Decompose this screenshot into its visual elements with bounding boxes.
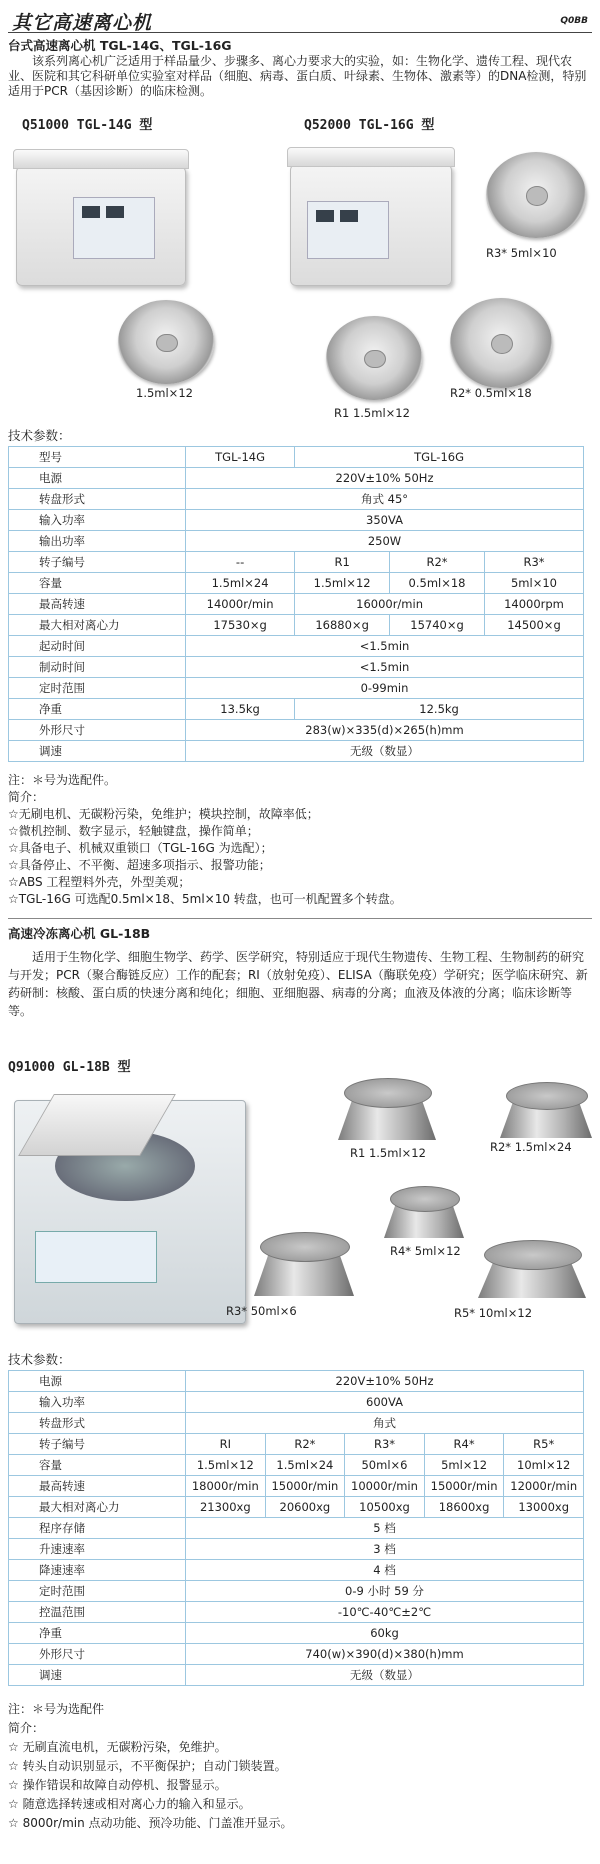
refrig-section	[8, 924, 592, 1020]
table-row	[9, 573, 584, 594]
table-row	[9, 1434, 584, 1455]
table-row	[9, 468, 584, 489]
row-label: 净重	[9, 699, 186, 720]
spec2-note: 注：＊号为选配件	[8, 1702, 105, 1716]
table-row	[9, 741, 584, 762]
row-label: 输入功率	[9, 1392, 186, 1413]
cell: 14000rpm	[484, 594, 583, 615]
cell: R3*	[345, 1434, 425, 1455]
table-row	[9, 1518, 584, 1539]
table-row	[9, 447, 584, 468]
section-divider	[8, 918, 592, 919]
cell: 无级（数显）	[186, 741, 584, 762]
cell: 740(w)×390(d)×380(h)mm	[186, 1644, 584, 1665]
tgl14g-rotor-image	[118, 300, 214, 384]
row-label: 外形尺寸	[9, 1644, 186, 1665]
tabletop-description: 该系列离心机广泛适用于样品量少、步骤多、离心力要求大的实验，如：生物化学、遗传工程、现代农业、医院和其它科研单位实验室对样品（细胞、病毒、蛋白质、叶绿素、生物体、激素等）的DNA检测，特别适用于PCR（基因诊断）的临床检测。	[8, 54, 587, 98]
row-label: 转子编号	[9, 552, 186, 573]
table-row	[9, 1371, 584, 1392]
feature-item: ☆TGL-16G 可选配0.5ml×18、5ml×10 转盘，也可一机配置多个转盘。	[8, 892, 402, 906]
row-label: 转盘形式	[9, 489, 186, 510]
cell: RI	[186, 1434, 266, 1455]
cell: 1.5ml×24	[186, 573, 295, 594]
cell: R3*	[484, 552, 583, 573]
table-row	[9, 678, 584, 699]
spec2-notes	[8, 1700, 592, 1833]
feature-item: ☆无刷电机、无碳粉污染，免维护；模块控制，故障率低；	[8, 807, 319, 821]
spec2-title: 技术参数：	[8, 1352, 71, 1367]
rotor-r1-cone-top	[344, 1078, 432, 1108]
rotor-r3-image	[486, 152, 586, 238]
row-label: 转盘形式	[9, 1413, 186, 1434]
rotor-r2-cone-top	[506, 1082, 588, 1110]
rotor-r4-cone-top	[390, 1186, 460, 1212]
cell: 50ml×6	[345, 1455, 425, 1476]
cell: 12000r/min	[504, 1476, 584, 1497]
gl18b-panel	[35, 1231, 157, 1283]
cell: 18600xg	[424, 1497, 504, 1518]
cell: 21300xg	[186, 1497, 266, 1518]
tabletop-section	[8, 36, 592, 99]
cell: 10500xg	[345, 1497, 425, 1518]
gl18b-r2-caption: R2* 1.5ml×24	[490, 1140, 572, 1154]
row-label: 升速速率	[9, 1539, 186, 1560]
row-label: 定时范围	[9, 1581, 186, 1602]
table-row	[9, 1581, 584, 1602]
cell: 角式	[186, 1413, 584, 1434]
cell: 1.5ml×12	[295, 573, 390, 594]
tgl16g-centrifuge-image	[290, 164, 452, 286]
gl18b-r1-caption: R1 1.5ml×12	[350, 1146, 426, 1160]
row-label: 净重	[9, 1623, 186, 1644]
cell: 0.5ml×18	[390, 573, 485, 594]
cell: R2*	[265, 1434, 345, 1455]
cell: R1	[295, 552, 390, 573]
cell: <1.5min	[186, 657, 584, 678]
feature-item: ☆ 随意选择转速或相对离心力的输入和显示。	[8, 1797, 251, 1811]
row-label: 型号	[9, 447, 186, 468]
spec1-title: 技术参数：	[8, 428, 71, 443]
cell: 15740×g	[390, 615, 485, 636]
cell: 5 档	[186, 1518, 584, 1539]
table-row	[9, 531, 584, 552]
spec1-notes	[8, 772, 592, 908]
row-label: 降速速率	[9, 1560, 186, 1581]
rotor-r2-caption: R2* 0.5ml×18	[450, 386, 532, 400]
tabletop-heading: 台式高速离心机 TGL-14G、TGL-16G	[8, 38, 232, 53]
cell: 220V±10% 50Hz	[186, 468, 584, 489]
cell: 60kg	[186, 1623, 584, 1644]
cell: 220V±10% 50Hz	[186, 1371, 584, 1392]
row-label: 转子编号	[9, 1434, 186, 1455]
row-label: 电源	[9, 468, 186, 489]
gl18b-r5-caption: R5* 10ml×12	[454, 1306, 533, 1320]
spec2-table	[8, 1370, 584, 1686]
feature-item: ☆ 转头自动识别显示，不平衡保护；自动门锁装置。	[8, 1759, 287, 1773]
rotor-r2-image	[450, 298, 552, 388]
cell: 16000r/min	[295, 594, 485, 615]
feature-item: ☆ABS 工程塑料外壳，外型美观；	[8, 875, 191, 889]
cell: 600VA	[186, 1392, 584, 1413]
table-row	[9, 1539, 584, 1560]
cell: TGL-16G	[295, 447, 584, 468]
row-label: 调速	[9, 1665, 186, 1686]
cell: 4 档	[186, 1560, 584, 1581]
table-row	[9, 1455, 584, 1476]
row-label: 最高转速	[9, 594, 186, 615]
table-row	[9, 1392, 584, 1413]
cell: <1.5min	[186, 636, 584, 657]
cell: 250W	[186, 531, 584, 552]
table-row	[9, 594, 584, 615]
feature-item: ☆微机控制、数字显示，轻触键盘，操作简单；	[8, 824, 259, 838]
cell: --	[186, 552, 295, 573]
table-row	[9, 636, 584, 657]
feature-item: ☆具备停止、不平衡、超速多项指示、报警功能；	[8, 858, 271, 872]
table-row	[9, 1623, 584, 1644]
page-header	[8, 6, 592, 33]
rotor-r5-cone-top	[484, 1240, 582, 1270]
feature-item: ☆具备电子、机械双重锁口（TGL-16G 为选配）；	[8, 841, 273, 855]
page-title: 其它高速离心机	[12, 12, 153, 34]
cell: 1.5ml×24	[265, 1455, 345, 1476]
feature-item: ☆ 操作错误和故障自动停机、报警显示。	[8, 1778, 227, 1792]
cell: R5*	[504, 1434, 584, 1455]
row-label: 容量	[9, 573, 186, 594]
row-label: 起动时间	[9, 636, 186, 657]
table-row	[9, 1665, 584, 1686]
table-row	[9, 1644, 584, 1665]
table-row	[9, 1602, 584, 1623]
cell: R4*	[424, 1434, 504, 1455]
cell: 0-99min	[186, 678, 584, 699]
feature-item: ☆ 无刷直流电机，无碳粉污染，免维护。	[8, 1740, 227, 1754]
row-label: 最大相对离心力	[9, 1497, 186, 1518]
cell: 角式 45°	[186, 489, 584, 510]
refrig-description: 适用于生物化学、细胞生物学、药学、医学研究，特别适应于现代生物遗传、生物工程、生物制药的研究与开发；PCR（聚合酶链反应）工作的配套；RI（放射免疫）、ELISA（酶联免疫）学研究；医学临床研究、新药研制：核酸、蛋白质的快速分离和纯化；细胞、亚细胞器、病毒的分离；血液及体液的分离；临床诊断等等。	[8, 950, 588, 1018]
cell: 13000xg	[504, 1497, 584, 1518]
row-label: 最高转速	[9, 1476, 186, 1497]
row-label: 最大相对离心力	[9, 615, 186, 636]
row-label: 电源	[9, 1371, 186, 1392]
table-row	[9, 615, 584, 636]
cell: 15000r/min	[265, 1476, 345, 1497]
cell: 17530×g	[186, 615, 295, 636]
spec1-note: 注：＊号为选配件。	[8, 773, 117, 787]
spec1-table	[8, 446, 584, 762]
tgl14g-rotor-caption: 1.5ml×12	[136, 386, 193, 400]
row-label: 制动时间	[9, 657, 186, 678]
cell: 14000r/min	[186, 594, 295, 615]
rotor-r1-caption: R1 1.5ml×12	[334, 406, 410, 420]
cell: 0-9 小时 59 分	[186, 1581, 584, 1602]
table-row	[9, 1497, 584, 1518]
cell: 14500×g	[484, 615, 583, 636]
rotor-r3-cone-top	[260, 1232, 350, 1262]
rotor-r1-image	[326, 316, 422, 400]
row-label: 外形尺寸	[9, 720, 186, 741]
cell: 3 档	[186, 1539, 584, 1560]
row-label: 容量	[9, 1455, 186, 1476]
row-label: 调速	[9, 741, 186, 762]
cell: R2*	[390, 552, 485, 573]
spec1-intro: 简介：	[8, 790, 45, 804]
model-tgl14g-label: Q51000 TGL-14G 型	[22, 118, 153, 133]
cell: 5ml×10	[484, 573, 583, 594]
gl18b-r4-caption: R4* 5ml×12	[390, 1244, 461, 1258]
table-row	[9, 699, 584, 720]
cell: 12.5kg	[295, 699, 584, 720]
row-label: 程序存储	[9, 1518, 186, 1539]
table-row	[9, 1413, 584, 1434]
table-row	[9, 657, 584, 678]
tgl14g-centrifuge-image	[16, 166, 186, 286]
cell: TGL-14G	[186, 447, 295, 468]
table-row	[9, 1476, 584, 1497]
cell: 18000r/min	[186, 1476, 266, 1497]
table-row	[9, 510, 584, 531]
table-row	[9, 552, 584, 573]
page-code: Q0BB	[560, 16, 588, 26]
cell: 10ml×12	[504, 1455, 584, 1476]
table-row	[9, 489, 584, 510]
row-label: 控温范围	[9, 1602, 186, 1623]
row-label: 输入功率	[9, 510, 186, 531]
spec2-intro: 简介：	[8, 1721, 45, 1735]
cell: 13.5kg	[186, 699, 295, 720]
rotor-r3-caption: R3* 5ml×10	[486, 246, 557, 260]
cell: 350VA	[186, 510, 584, 531]
row-label: 定时范围	[9, 678, 186, 699]
cell: -10℃-40℃±2℃	[186, 1602, 584, 1623]
cell: 283(w)×335(d)×265(h)mm	[186, 720, 584, 741]
model-gl18b-label: Q91000 GL-18B 型	[8, 1060, 131, 1075]
cell: 5ml×12	[424, 1455, 504, 1476]
row-label: 输出功率	[9, 531, 186, 552]
cell: 16880×g	[295, 615, 390, 636]
model-tgl16g-label: Q52000 TGL-16G 型	[304, 118, 435, 133]
cell: 无级（数显）	[186, 1665, 584, 1686]
cell: 20600xg	[265, 1497, 345, 1518]
gl18b-r3-caption: R3* 50ml×6	[226, 1304, 297, 1318]
cell: 1.5ml×12	[186, 1455, 266, 1476]
cell: 10000r/min	[345, 1476, 425, 1497]
table-row	[9, 1560, 584, 1581]
refrig-heading: 高速冷冻离心机 GL-18B	[8, 926, 151, 941]
feature-item: ☆ 8000r/min 点动功能、预冷功能、门盖准开显示。	[8, 1816, 293, 1830]
table-row	[9, 720, 584, 741]
cell: 15000r/min	[424, 1476, 504, 1497]
